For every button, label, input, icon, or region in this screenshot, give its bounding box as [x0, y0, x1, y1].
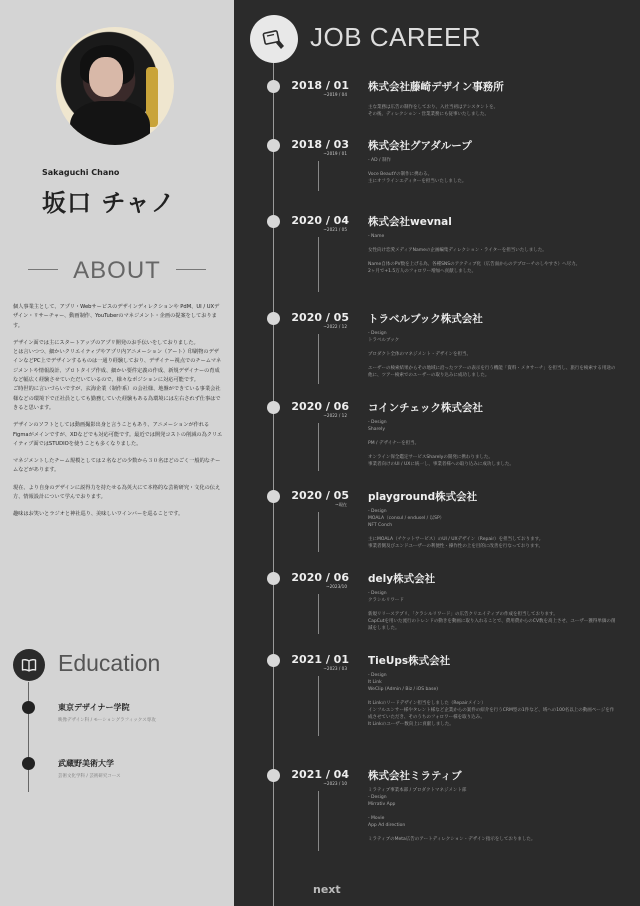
job-end-date: ~2019 / 04	[323, 92, 347, 97]
about-paragraph: デザインのソフトとしては動画撮影出身と言うこともあり、アニメーションが作れるFigmaがメインですが、XDなどでも対応可能です。最近では開発コストの削減の為クリエイティブ面ではSTUDIOを使うことも多くなりました。	[13, 422, 223, 447]
date-connector	[318, 594, 319, 634]
education-school: 東京デザイナー学院	[58, 703, 130, 712]
about-paragraph: 現在、より自身のデザインに説得力を持たせる為英大にて本格的な芸術研究・文化の伝え方、情報設計について学んでおります。	[13, 484, 221, 501]
job-end-date: ~2021 / 05	[323, 227, 347, 232]
job-date: 2020 / 06	[291, 400, 349, 413]
timeline-dot	[267, 654, 280, 667]
job-date: 2020 / 05	[291, 489, 349, 502]
education-school: 武蔵野美術大学	[58, 759, 114, 768]
job-company: 株式会社グアダループ	[368, 140, 472, 152]
job-description: ミラティブ事業本部 / プロダクトマネジメント部 - Design Mirrativ App - Movie App Ad direction ミラティブのMeta広告のアートディレクション・デザイン指示をしておりました。	[368, 788, 536, 842]
date-connector	[318, 161, 319, 191]
job-date: 2021 / 04	[291, 768, 349, 781]
job-description: - AD / 制作 Voce BeautYの制作に携わる。 主にオフラインエディターを担当いたしました。	[368, 158, 467, 184]
date-connector	[318, 423, 319, 471]
job-description: - Design トラベルブック プロダクト全体のマネジメント・デザインを担当。 ユーザーの検索結果からその地域に沿ったツアーの表示を行う機能「資料・メタサーチ」を担当し、旅行を検索する用途の他に、ツアー検索でのユーザーの取り込みに成功しました。	[368, 331, 616, 378]
timeline-dot	[267, 401, 280, 414]
timeline-dot	[267, 215, 280, 228]
job-company: dely株式会社	[368, 573, 436, 585]
job-company: 株式会社ミラティブ	[368, 770, 462, 782]
job-date: 2021 / 01	[291, 653, 349, 666]
about-title: ABOUT	[73, 257, 161, 284]
name-japanese: 坂口 チャノ	[42, 189, 176, 217]
job-end-date: ~現在	[335, 502, 347, 507]
job-description: - Design ShareIy PM / デザイナーを担当。 オンライン保全鑑定サービスShareIyの開発に携わりました。 事業者向けのUI / UXに統一し、事業者様への取り込みに成功しました。	[368, 420, 514, 467]
about-paragraph: デザイン面では主にスタートアップのアプリ開発のお手伝いをしておりました。 とは言いつつ、細かいクリエイティブやアプリ内アニメーション（アート）印刷物のデザインなどPC上でデザインするものは一通り経験しており、デザイナー視点でのチームマネジメントや情報設計、プロトタイプ作成、細かい要件定義の作成、新規デザイナーの育成など幅広く経験させていただいているので、様々なポジションに対応可能です。 ご時世的に言いづらいですが、玄海企業（制作系）の会社様、地盤ができている事業会社様などの環境下で正社員としても勤務していた経験もある為環境には左右されず仕事はできると思います。	[13, 339, 222, 411]
date-connector	[318, 676, 319, 736]
job-description: - Design クラシルリワード 新規リリースアプリ、「クラシルリワード」の広告クリエイティブの作成を担当しております。 CapCutを用いた流行のトレンドの動きを動画に取り入れることで、費用費からのCV数を高上させ、ユーザー獲得単価の削減をしました。	[368, 591, 616, 631]
job-date: 2020 / 04	[291, 214, 349, 227]
job-end-date: ~2023 / 10	[323, 781, 347, 786]
education-detail: 映像デザイン科 / モーショングラフィックス専攻	[58, 718, 156, 723]
job-description: - Design MOALA（consul / endusel / 以SP） NFT Conch 主にMOALA（チケットサービス）のUI / UXデザイン（Repair）を担当しております。 事業者側及びエンドユーザーの利便性・操作性の上を目的に改善を行なっております。	[368, 509, 544, 549]
timeline-dot	[267, 769, 280, 782]
job-company: 株式会社wevnal	[368, 216, 452, 228]
job-company: トラベルブック株式会社	[368, 313, 483, 325]
job-company: 株式会社藤崎デザイン事務所	[368, 81, 504, 93]
education-dot	[22, 701, 35, 714]
right-column	[234, 0, 640, 906]
book-icon	[13, 649, 45, 681]
job-end-date: ~2023 / 03	[323, 666, 347, 671]
about-divider-right	[176, 269, 206, 270]
date-connector	[318, 237, 319, 292]
name-english: Sakaguchi Chano	[42, 168, 120, 177]
timeline-dot	[267, 312, 280, 325]
job-description: 主な業務は広告の制作をしており、入社当初はアシスタントを。 その後、ディレクション・営業業務にも従事いたしました。	[368, 105, 499, 117]
about-paragraph: 趣味はお笑いとラジオと神社巡り、美味しいワインバーを巡ることです。	[13, 511, 184, 518]
job-date: 2020 / 06	[291, 571, 349, 584]
timeline-dot	[267, 80, 280, 93]
date-connector	[318, 791, 319, 851]
job-end-date: ~2022 / 12	[323, 413, 347, 418]
job-date: 2018 / 01	[291, 79, 349, 92]
about-body	[13, 303, 223, 528]
about-paragraph: マネジメントしたチーム規模としては２名などの少数から３０名ほどのごく一般的なチームなどがあります。	[13, 458, 221, 474]
timeline-dot	[267, 572, 280, 585]
left-column	[0, 0, 234, 906]
timeline-dot	[267, 490, 280, 503]
avatar	[56, 27, 174, 145]
job-company: コインチェック株式会社	[368, 402, 483, 414]
job-description: - Name 女性向け恋愛メディアNameの企画編集ディレクション・ライターを担当いたしました。 Name自体のPV数を上げる為、各種SNSのアクティブ化（広告面からのアプローチのしやすさ）へ尽力。 2ヶ月で+1.5万人のフォロワー増加へ貢献しました。	[368, 234, 581, 274]
avatar-face	[89, 57, 123, 97]
job-career-icon	[250, 15, 298, 63]
date-connector	[318, 334, 319, 384]
about-paragraph: 個人事業主として、アプリ・Webサービスのデザインディレクションや PdM、UI / UXデザイン・リサーチャー、動画制作、YouTuberのマネジメント・企画の提案をしております。	[13, 304, 220, 329]
job-date: 2018 / 03	[291, 138, 349, 151]
job-date: 2020 / 05	[291, 311, 349, 324]
job-description: - Design It Link WeClip (Admin / Biz / iOS base) It Linkのリードデザイン担当をしました（Repairメイン） インフルエンサー様やタレント様など企業からの案件の紹介を行うCRM型の1件など、域への100名以上の動画ページを作成させていただき、そのうちのフォロワー様を取り込み。 It Linkのユーザー数向上に貢献しました。	[368, 673, 615, 727]
education-timeline	[28, 682, 29, 792]
job-end-date: ~2019 / 01	[323, 151, 347, 156]
job-company: TieUps株式会社	[368, 655, 451, 667]
job-end-date: ~2023/10	[326, 584, 347, 589]
job-company: playground株式会社	[368, 491, 478, 503]
education-dot	[22, 757, 35, 770]
job-career-title: JOB CAREER	[310, 22, 482, 52]
timeline-dot	[267, 139, 280, 152]
date-connector	[318, 512, 319, 552]
education-detail: 芸術文化学科 / 芸術研究コース	[58, 774, 121, 779]
avatar-body	[70, 101, 150, 145]
job-end-date: ~2022 / 12	[323, 324, 347, 329]
next-link[interactable]: next	[313, 883, 341, 896]
education-title: Education	[58, 650, 161, 676]
